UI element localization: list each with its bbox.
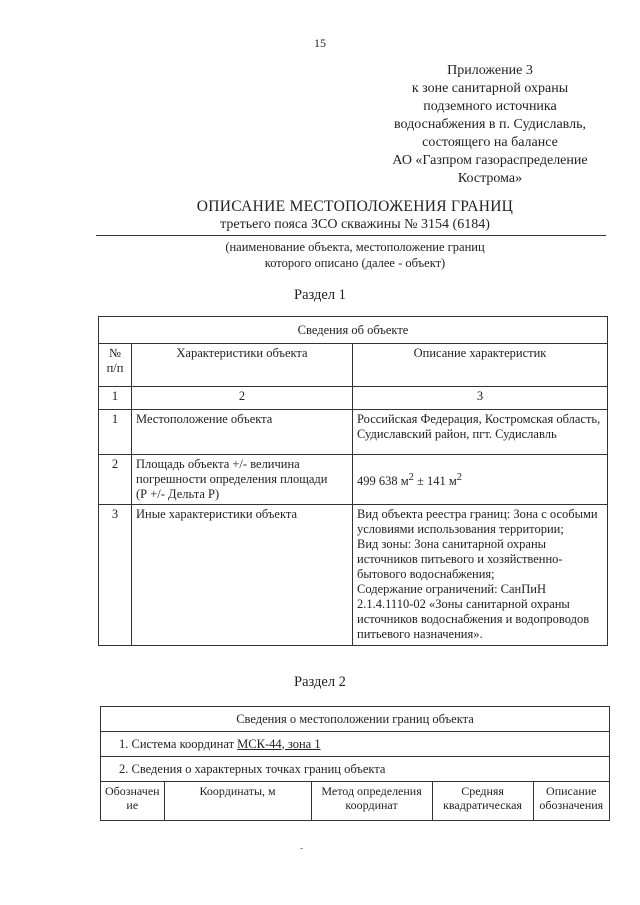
appendix-line: Приложение 3	[447, 63, 533, 78]
section-2-title: Раздел 2	[294, 674, 346, 690]
underline-divider	[96, 235, 606, 236]
row-characteristic: Местоположение объекта	[132, 410, 353, 455]
document-title: ОПИСАНИЕ МЕСТОПОЛОЖЕНИЯ ГРАНИЦ	[196, 198, 514, 215]
note-line: которого описано (далее - объект)	[264, 256, 446, 270]
column-number: 3	[353, 387, 608, 410]
column-header-designation: Обозначен ие	[101, 782, 165, 821]
object-info-table	[98, 316, 608, 646]
column-header-coordinates: Координаты, м	[164, 782, 311, 821]
appendix-line: подземного источника	[423, 99, 557, 114]
row-characteristic: Площадь объекта +/- величина погрешности определения площади (Р +/- Дельта Р)	[132, 455, 353, 505]
area-error-exponent: 2	[456, 471, 462, 483]
section-1-title: Раздел 1	[294, 287, 346, 303]
header-characteristics: Характеристики объекта	[132, 344, 353, 387]
column-number: 2	[132, 387, 353, 410]
header-num: № п/п	[99, 344, 132, 387]
row-number: 2	[99, 455, 132, 505]
appendix-line: АО «Газпром газораспределение	[392, 153, 588, 168]
row-characteristic: Иные характеристики объекта	[132, 505, 353, 646]
appendix-line: Кострома»	[457, 171, 523, 186]
object-name: третьего пояса ЗСО скважины № 3154 (6184)	[220, 217, 490, 232]
coordinate-system-value: МСК-44, зона 1	[237, 736, 321, 751]
appendix-header	[360, 62, 620, 188]
area-error: ± 141 м	[413, 474, 457, 489]
table-row	[99, 505, 608, 646]
column-number: 1	[99, 387, 132, 410]
row-number: 3	[99, 505, 132, 646]
page-number: 15	[314, 36, 326, 50]
table-row	[99, 410, 608, 455]
header-description: Описание характеристик	[353, 344, 608, 387]
row-description: Российская Федерация, Костромская область, Судиславский район, пгт. Судиславль	[353, 410, 608, 455]
appendix-line: водоснабжения в п. Судиславль,	[394, 117, 586, 132]
row-description: Вид объекта реестра границ: Зона с особыми условиями использования территории; Вид зоны: Зона санитарной охраны источников питьевого и хозяйственно- бытового водоснабжения; Содержание ограничений: СанПиН 2.1.4.1110-02 «Зоны санитарной охраны источников водоснабжения и водопроводов питьевого назначения».	[353, 505, 608, 646]
appendix-line: к зоне санитарной охраны	[411, 81, 569, 96]
table-caption: Сведения о местоположении границ объекта	[101, 707, 610, 732]
area-unit-exponent: 2	[408, 471, 414, 483]
coordinate-system-row	[101, 732, 610, 757]
coordinate-system-label: 1. Система координат	[119, 736, 238, 751]
boundary-points-label: 2. Сведения о характерных точках границ объекта	[101, 757, 610, 782]
table-row	[99, 455, 608, 505]
row-description	[353, 455, 608, 505]
scan-speck	[300, 848, 303, 849]
column-header-mean-square: Средняя квадратическая	[432, 782, 533, 821]
note-line: (наименование объекта, местоположение границ	[225, 240, 485, 254]
boundary-location-table	[100, 706, 610, 821]
column-header-method: Метод определения координат	[311, 782, 432, 821]
area-value: 499 638 м	[357, 474, 409, 489]
table-caption: Сведения об объекте	[99, 317, 608, 344]
row-number: 1	[99, 410, 132, 455]
column-header-description: Описание обозначения	[533, 782, 609, 821]
object-name-note	[190, 239, 520, 271]
appendix-line: состоящего на балансе	[422, 135, 558, 150]
